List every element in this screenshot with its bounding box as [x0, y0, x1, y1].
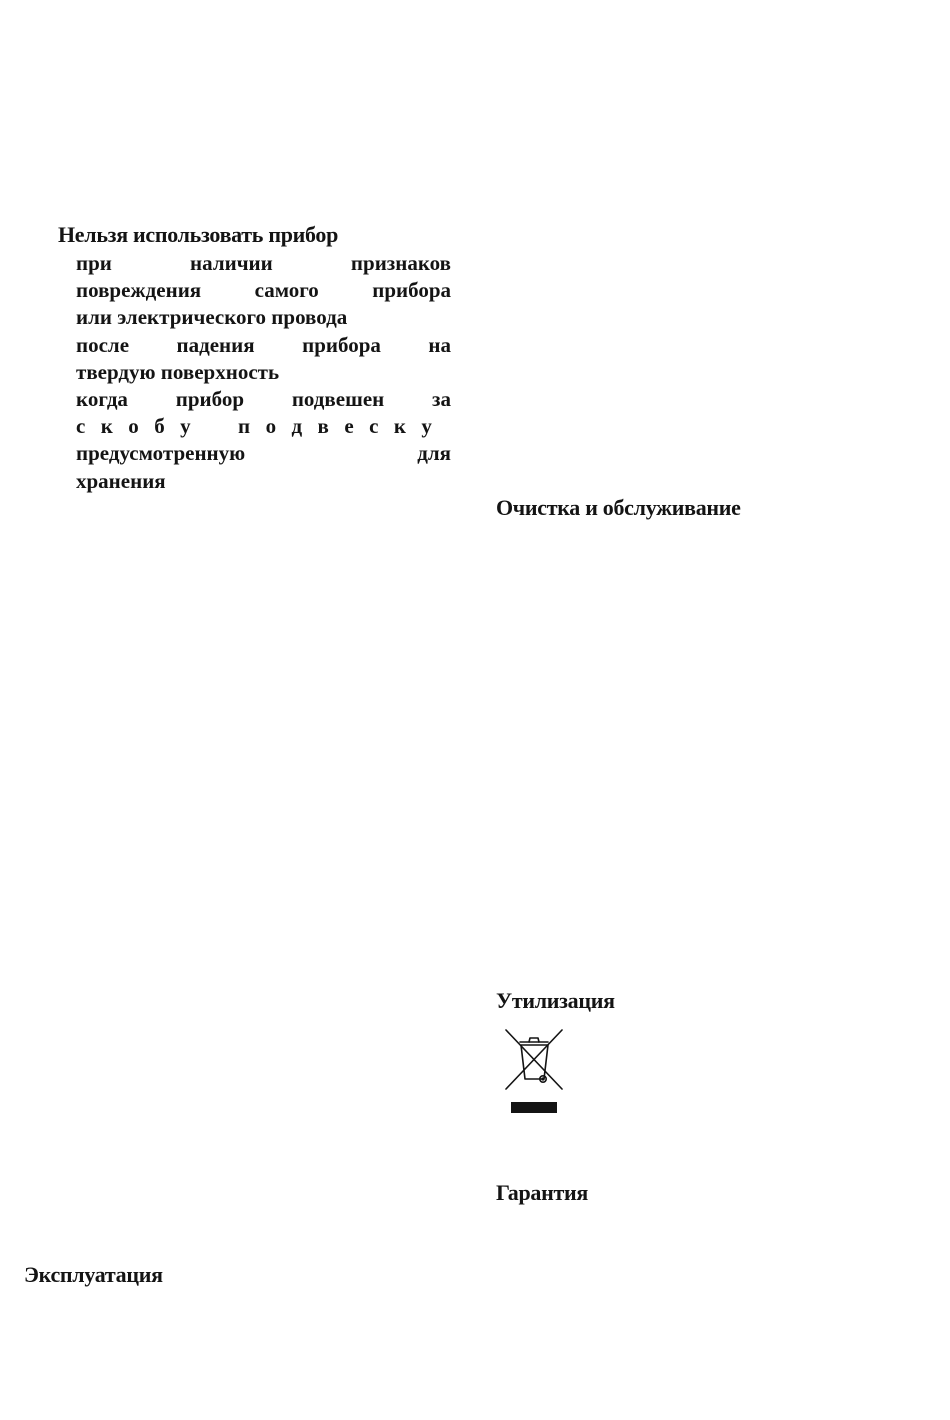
text-line — [76, 332, 451, 359]
word: падения — [176, 332, 255, 357]
text-line — [76, 359, 451, 386]
letter: п — [238, 414, 251, 439]
warning-item-hanging — [76, 386, 451, 495]
warning-list — [76, 250, 451, 495]
letter: о — [265, 414, 277, 439]
word: при — [76, 251, 112, 275]
word: наличии — [190, 251, 273, 275]
word: повреждения — [76, 278, 202, 303]
word: или электрического провода — [76, 305, 348, 330]
text-line — [76, 386, 451, 413]
letter: д — [291, 414, 303, 439]
operation-heading: Эксплуатация — [24, 1262, 163, 1287]
text-line — [76, 250, 451, 277]
word: когда — [76, 386, 128, 411]
word: на — [428, 332, 451, 357]
warning-item-damage — [76, 250, 451, 332]
letter: к — [393, 414, 406, 439]
word: после — [76, 332, 130, 357]
word: самого — [254, 278, 319, 303]
letter: б — [154, 414, 165, 439]
word: прибора — [302, 332, 381, 357]
word: подвешен — [291, 386, 385, 411]
letter: в — [317, 414, 329, 439]
letter: у — [180, 414, 191, 439]
word: для — [417, 441, 451, 466]
letter: с — [369, 414, 379, 439]
word: твердую поверхность — [76, 359, 280, 384]
letter: у — [421, 414, 432, 439]
letter: о — [128, 414, 139, 439]
word: предусмотренную — [76, 441, 246, 466]
disposal-heading: Утилизация — [496, 988, 615, 1013]
warranty-heading: Гарантия — [496, 1180, 588, 1205]
letter: е — [344, 414, 354, 439]
word: хранения — [76, 468, 166, 493]
crossed-out-wheelie-bin-icon — [503, 1027, 565, 1115]
text-line — [76, 277, 451, 304]
text-line — [76, 468, 451, 495]
cleaning-maintenance-heading: Очистка и обслуживание — [496, 495, 741, 520]
word: за — [432, 386, 451, 411]
word: признаков — [350, 251, 451, 275]
warning-heading: Нельзя использовать прибор — [58, 222, 339, 247]
letter: к — [100, 414, 113, 439]
word: прибора — [372, 278, 451, 303]
warning-item-dropped — [76, 332, 451, 386]
text-line — [76, 413, 432, 440]
word: прибор — [175, 386, 245, 411]
text-line — [76, 304, 451, 331]
letter: с — [76, 414, 86, 439]
text-line — [76, 440, 451, 467]
